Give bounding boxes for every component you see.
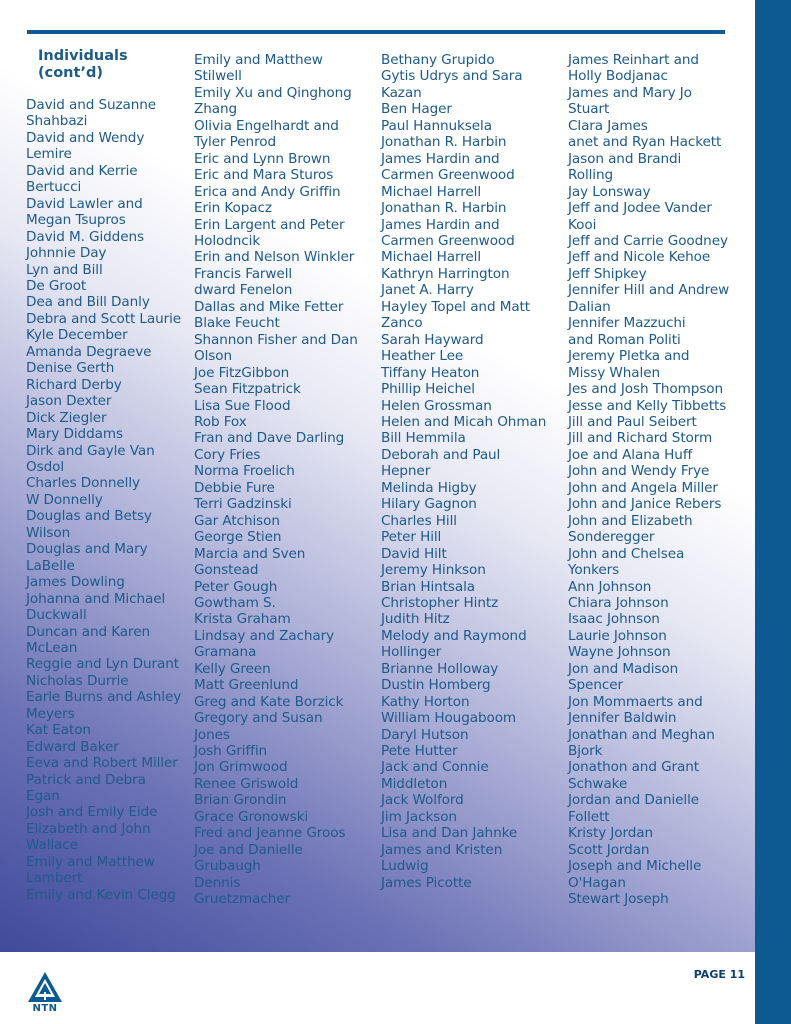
name-entry: Duckwall — [26, 607, 87, 624]
name-entry: Spencer — [568, 677, 623, 694]
name-entry: Eric and Lynn Brown — [194, 150, 331, 167]
name-entry: Jonathan and Meghan — [568, 726, 715, 743]
name-entry: Hepner — [381, 463, 431, 480]
name-entry: John and Wendy Frye — [568, 463, 710, 480]
name-entry: Peter Hill — [381, 529, 442, 546]
name-entry: Lemire — [26, 146, 72, 163]
name-entry: Scott Jordan — [568, 841, 650, 858]
name-entry: LaBelle — [26, 557, 75, 574]
name-entry: Johanna and Michael — [26, 590, 166, 607]
name-entry: Francis Farwell — [194, 265, 293, 282]
name-entry: Dallas and Mike Fetter — [194, 298, 344, 315]
name-entry: Josh Griffin — [194, 743, 268, 760]
name-entry: Bethany Grupido — [381, 52, 495, 68]
name-entry: Lindsay and Zachary — [194, 627, 335, 644]
name-entry: Bill Hemmila — [381, 430, 466, 447]
name-entry: Schwake — [568, 775, 628, 792]
name-entry: Jeremy Hinkson — [381, 562, 486, 579]
name-entry: Jason and Brandi — [568, 150, 682, 167]
name-entry: Reggie and Lyn Durant — [26, 656, 179, 673]
name-entry: Marcia and Sven — [194, 545, 306, 562]
name-entry: Dustin Homberg — [381, 677, 491, 694]
name-entry: Matt Greenlund — [194, 677, 299, 694]
name-entry: Yonkers — [568, 562, 620, 579]
name-entry: Olivia Engelhardt and — [194, 117, 339, 134]
name-entry: David and Suzanne — [26, 97, 157, 113]
name-entry: Missy Whalen — [568, 364, 660, 381]
name-entry: Hollinger — [381, 644, 442, 661]
name-entry: Joe and Danielle — [194, 841, 303, 858]
name-entry: Zanco — [381, 315, 423, 332]
name-entry: anet and Ryan Hackett — [568, 134, 722, 151]
name-entry: Jon Mommaerts and — [568, 693, 703, 710]
name-entry: Elizabeth and John — [26, 820, 151, 837]
name-entry: Janet A. Harry — [381, 282, 474, 299]
name-entry: Eeva and Robert Miller — [26, 755, 178, 772]
name-entry: James Reinhart and — [568, 52, 699, 68]
name-entry: Joe and Alana Huff — [568, 446, 693, 463]
name-entry: Jennifer Hill and Andrew — [568, 282, 730, 299]
name-entry: Jonathon and Grant — [568, 759, 699, 776]
name-entry: Dirk and Gayle Van — [26, 442, 155, 459]
name-column-4 — [568, 52, 729, 908]
name-entry: Tiffany Heaton — [381, 364, 480, 381]
name-entry: Debra and Scott Laurie — [26, 310, 182, 327]
name-entry: Dick Ziegler — [26, 409, 107, 426]
name-entry: Jay Lonsway — [568, 183, 651, 200]
name-entry: Jonathan R. Harbin — [381, 134, 507, 151]
name-entry: Daryl Hutson — [381, 726, 469, 743]
name-entry: Kyle December — [26, 327, 128, 344]
name-entry: George Stien — [194, 529, 282, 546]
name-entry: Carmen Greenwood — [381, 232, 515, 249]
name-entry: Shahbazi — [26, 113, 88, 130]
name-entry: Emily Xu and Qinghong — [194, 84, 352, 101]
name-entry: Stuart — [568, 101, 610, 118]
name-entry: Laurie Johnson — [568, 627, 667, 644]
name-entry: Gar Atchison — [194, 512, 280, 529]
name-entry: Phillip Heichel — [381, 381, 475, 398]
name-entry: Douglas and Betsy — [26, 508, 152, 525]
name-entry: Charles Donnelly — [26, 475, 140, 492]
name-entry: Kooi — [568, 216, 597, 233]
name-entry: Rob Fox — [194, 413, 247, 430]
name-entry: McLean — [26, 639, 78, 656]
name-entry: James Picotte — [381, 874, 472, 891]
name-entry: Michael Harrell — [381, 183, 481, 200]
page-number: PAGE 11 — [693, 968, 745, 981]
name-entry: Ann Johnson — [568, 578, 652, 595]
name-entry: Renee Griswold — [194, 775, 299, 792]
name-entry: Holodncik — [194, 232, 261, 249]
name-entry: Shannon Fisher and Dan — [194, 331, 358, 348]
name-column-2 — [194, 52, 358, 908]
name-entry: Grace Gronowski — [194, 808, 309, 825]
name-entry: Jeremy Pletka and — [568, 348, 690, 365]
name-entry: Dea and Bill Danly — [26, 294, 150, 311]
name-entry: Jack and Connie — [381, 759, 489, 776]
name-entry: Grubaugh — [194, 858, 261, 875]
top-rule — [27, 30, 725, 34]
name-entry: Zhang — [194, 101, 238, 118]
name-entry: Jack Wolford — [381, 792, 464, 809]
name-entry: Wayne Johnson — [568, 644, 671, 661]
name-entry: Deborah and Paul — [381, 446, 501, 463]
name-entry: James Hardin and — [381, 150, 500, 167]
name-entry: Gonstead — [194, 562, 259, 579]
name-entry: Debbie Fure — [194, 479, 275, 496]
name-entry: Norma Froelich — [194, 463, 295, 480]
name-entry: David and Wendy — [26, 129, 145, 146]
name-entry: David and Kerrie — [26, 162, 138, 179]
name-entry: Jones — [194, 726, 230, 743]
name-entry: Rolling — [568, 167, 614, 184]
name-entry: David Lawler and — [26, 195, 143, 212]
name-entry: Jes and Josh Thompson — [568, 381, 724, 398]
name-entry: Gytis Udrys and Sara — [381, 68, 523, 85]
name-entry: Olson — [194, 348, 232, 365]
name-entry: Jon Grimwood — [194, 759, 288, 776]
name-entry: Heather Lee — [381, 348, 464, 365]
logo-text: NTN — [32, 1003, 58, 1014]
name-entry: Stilwell — [194, 68, 242, 85]
name-entry: and Roman Politi — [568, 331, 681, 348]
name-entry: James and Mary Jo — [568, 84, 692, 101]
name-entry: Hayley Topel and Matt — [381, 298, 531, 315]
name-entry: Jill and Paul Seibert — [568, 413, 697, 430]
name-entry: Chiara Johnson — [568, 594, 669, 611]
name-entry: Jonathan R. Harbin — [381, 200, 507, 217]
name-entry: Clara James — [568, 117, 648, 134]
name-entry: Lambert — [26, 870, 83, 887]
name-entry: Egan — [26, 788, 60, 805]
name-entry: Carmen Greenwood — [381, 167, 515, 184]
name-entry: W Donnelly — [26, 491, 103, 508]
name-entry: Edward Baker — [26, 738, 119, 755]
name-entry: Krista Graham — [194, 611, 291, 628]
name-entry: James Hardin and — [381, 216, 500, 233]
tree-triangle-icon — [26, 970, 64, 1004]
name-entry: Erin Kopacz — [194, 200, 272, 217]
name-entry: Patrick and Debra — [26, 771, 146, 788]
name-entry: John and Chelsea — [568, 545, 685, 562]
name-entry: Kristy Jordan — [568, 825, 654, 842]
name-entry: Brian Hintsala — [381, 578, 476, 595]
name-entry: Melody and Raymond — [381, 627, 527, 644]
name-entry: Jill and Richard Storm — [568, 430, 713, 447]
name-entry: Lyn and Bill — [26, 261, 103, 278]
name-entry: Sonderegger — [568, 529, 655, 546]
name-entry: Jennifer Baldwin — [568, 710, 677, 727]
name-entry: James and Kristen — [381, 841, 503, 858]
name-entry: Johnnie Day — [26, 245, 107, 262]
name-entry: Brianne Holloway — [381, 660, 499, 677]
name-entry: Ludwig — [381, 858, 429, 875]
name-entry: David Hilt — [381, 545, 447, 562]
name-entry: Jon and Madison — [568, 660, 679, 677]
name-entry: Duncan and Karen — [26, 623, 151, 640]
name-entry: Jeff and Nicole Kehoe — [568, 249, 711, 266]
name-entry: Dennis — [194, 874, 241, 891]
name-entry: Gruetzmacher — [194, 891, 290, 908]
name-entry: Megan Tsupros — [26, 212, 126, 229]
name-entry: Middleton — [381, 775, 448, 792]
name-entry: Gowtham S. — [194, 594, 276, 611]
name-entry: Hilary Gagnon — [381, 496, 477, 513]
name-entry: Christopher Hintz — [381, 594, 499, 611]
name-entry: Meyers — [26, 705, 75, 722]
name-entry: John and Elizabeth — [568, 512, 693, 529]
name-entry: Terri Gadzinski — [194, 496, 292, 513]
name-entry: Follett — [568, 808, 610, 825]
name-entry: Brian Grondin — [194, 792, 287, 809]
name-entry: Amanda Degraeve — [26, 343, 152, 360]
name-entry: Cory Fries — [194, 446, 261, 463]
name-entry: Emily and Matthew — [26, 853, 155, 870]
name-entry: Melinda Higby — [381, 479, 477, 496]
name-entry: John and Angela Miller — [568, 479, 718, 496]
name-entry: Fred and Jeanne Groos — [194, 825, 346, 842]
name-entry: Erica and Andy Griffin — [194, 183, 341, 200]
name-entry: Helen and Micah Ohman — [381, 413, 547, 430]
name-entry: Mary Diddams — [26, 426, 123, 443]
name-entry: Blake Feucht — [194, 315, 280, 332]
name-entry: John and Janice Rebers — [568, 496, 722, 513]
name-entry: Peter Gough — [194, 578, 278, 595]
name-entry: Jesse and Kelly Tibbetts — [568, 397, 727, 414]
name-entry: Denise Gerth — [26, 360, 115, 377]
name-entry: Holly Bodjanac — [568, 68, 668, 85]
name-entry: Sarah Hayward — [381, 331, 484, 348]
name-entry: Paul Hannuksela — [381, 117, 492, 134]
name-entry: Erin and Nelson Winkler — [194, 249, 355, 266]
name-entry: Jim Jackson — [381, 808, 457, 825]
name-column-3 — [381, 52, 546, 891]
name-entry: Erin Largent and Peter — [194, 216, 345, 233]
name-entry: Fran and Dave Darling — [194, 430, 345, 447]
name-entry: Jordan and Danielle — [568, 792, 700, 809]
name-entry: Eric and Mara Sturos — [194, 167, 334, 184]
name-entry: Helen Grossman — [381, 397, 492, 414]
name-entry: Jason Dexter — [26, 393, 112, 410]
name-entry: Wilson — [26, 524, 71, 541]
name-entry: Emily and Matthew — [194, 52, 323, 68]
name-entry: James Dowling — [26, 574, 125, 591]
name-entry: Josh and Emily Eide — [26, 804, 158, 821]
name-entry: Charles Hill — [381, 512, 457, 529]
name-entry: Michael Harrell — [381, 249, 481, 266]
name-entry: Lisa and Dan Jahnke — [381, 825, 518, 842]
name-entry: Kathy Horton — [381, 693, 470, 710]
name-entry: Joseph and Michelle — [568, 858, 702, 875]
name-column-1 — [26, 97, 181, 903]
name-entry: Bertucci — [26, 179, 82, 196]
name-entry: Osdol — [26, 458, 65, 475]
name-entry: Richard Derby — [26, 376, 122, 393]
name-entry: Jeff and Jodee Vander — [568, 200, 712, 217]
name-entry: De Groot — [26, 277, 87, 294]
name-entry: Gregory and Susan — [194, 710, 323, 727]
name-entry: Kathryn Harrington — [381, 265, 510, 282]
name-entry: Emily and Kevin Clegg — [26, 886, 176, 903]
name-entry: Ben Hager — [381, 101, 452, 118]
name-entry: Kazan — [381, 84, 422, 101]
right-edge-bar — [755, 0, 791, 1024]
name-entry: Jeff and Carrie Goodney — [568, 232, 728, 249]
name-entry: O'Hagan — [568, 874, 626, 891]
name-entry: Pete Hutter — [381, 743, 458, 760]
name-entry: dward Fenelon — [194, 282, 293, 299]
name-entry: Sean Fitzpatrick — [194, 381, 301, 398]
name-entry: Gramana — [194, 644, 257, 661]
name-entry: Bjork — [568, 743, 603, 760]
name-entry: Earle Burns and Ashley — [26, 689, 182, 706]
name-entry: Isaac Johnson — [568, 611, 660, 628]
name-entry: Jennifer Mazzuchi — [568, 315, 686, 332]
name-entry: Joe FitzGibbon — [194, 364, 290, 381]
name-entry: Nicholas Durrie — [26, 672, 129, 689]
name-entry: Douglas and Mary — [26, 541, 148, 558]
name-entry: Lisa Sue Flood — [194, 397, 291, 414]
name-entry: Kat Eaton — [26, 722, 91, 739]
name-entry: Tyler Penrod — [194, 134, 277, 151]
name-entry: Jeff Shipkey — [568, 265, 647, 282]
name-entry: Kelly Green — [194, 660, 271, 677]
name-entry: Stewart Joseph — [568, 891, 669, 908]
name-entry: Dalian — [568, 298, 611, 315]
section-heading: Individuals (cont’d) — [38, 48, 128, 81]
ntn-logo — [26, 970, 64, 1014]
name-entry: Greg and Kate Borzick — [194, 693, 344, 710]
name-entry: Judith Hitz — [381, 611, 450, 628]
name-entry: William Hougaboom — [381, 710, 517, 727]
name-entry: David M. Giddens — [26, 228, 144, 245]
name-entry: Wallace — [26, 837, 78, 854]
